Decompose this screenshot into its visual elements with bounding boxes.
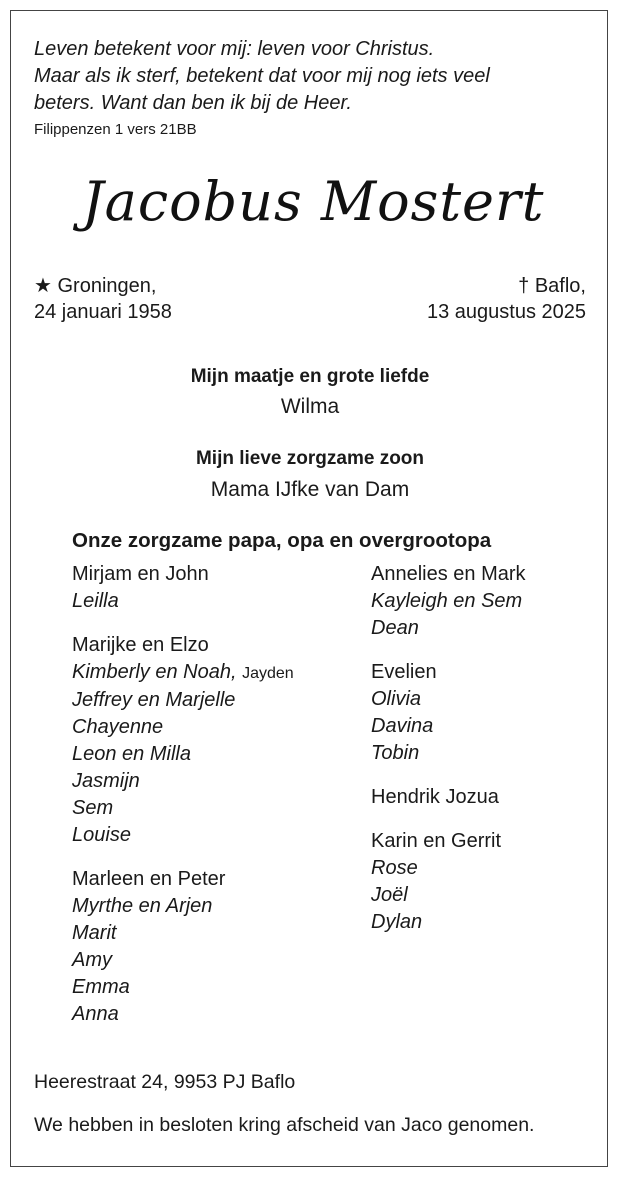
child: Joël bbox=[371, 884, 408, 906]
family-group bbox=[72, 632, 294, 849]
family-group bbox=[371, 784, 526, 811]
relation: Marijke en Elzo bbox=[72, 634, 209, 656]
family-heading: Onze zorgzame papa, opa en overgrootopa bbox=[72, 529, 492, 552]
family-group bbox=[371, 659, 526, 767]
child: Leilla bbox=[72, 590, 119, 612]
child: Emma bbox=[72, 976, 130, 998]
child: Dylan bbox=[371, 911, 423, 933]
child: Jasmijn bbox=[72, 770, 140, 792]
bible-quote bbox=[34, 36, 490, 117]
death-info bbox=[427, 273, 586, 325]
family-group bbox=[371, 828, 526, 936]
bible-reference: Filippenzen 1 vers 21BB bbox=[34, 121, 197, 138]
child: Leon en Milla bbox=[72, 743, 191, 765]
family-left-column bbox=[72, 561, 294, 1045]
son-heading: Mijn lieve zorgzame zoon bbox=[195, 448, 425, 469]
family-right-column bbox=[371, 561, 526, 953]
child: Tobin bbox=[371, 742, 420, 764]
family-group bbox=[371, 561, 526, 642]
partner-name: Wilma bbox=[280, 395, 340, 418]
relation: Annelies en Mark bbox=[371, 563, 526, 585]
birth-date: 24 januari 1958 bbox=[34, 301, 172, 323]
death-date: 13 augustus 2025 bbox=[426, 301, 586, 323]
quote-line: Leven betekent voor mij: leven voor Christus. bbox=[34, 38, 435, 60]
birth-star-icon: ★ bbox=[34, 275, 52, 297]
child: Olivia bbox=[371, 688, 422, 710]
relation: Evelien bbox=[371, 661, 437, 683]
closing-note: We hebben in besloten kring afscheid van Jaco genomen. bbox=[34, 1114, 535, 1136]
death-place: Baflo, bbox=[534, 275, 586, 297]
deceased-name: Jacobus Mostert bbox=[82, 170, 545, 233]
birth-place: Groningen, bbox=[57, 275, 157, 297]
relation: Marleen en Peter bbox=[72, 868, 226, 890]
son-name: Mama IJfke van Dam bbox=[210, 478, 410, 501]
child: Myrthe en Arjen bbox=[72, 895, 213, 917]
child: Anna bbox=[72, 1003, 119, 1025]
child: Kimberly en Noah, Jayden bbox=[72, 661, 294, 683]
address: Heerestraat 24, 9953 PJ Baflo bbox=[34, 1071, 296, 1093]
child: Kayleigh en Sem bbox=[371, 590, 523, 612]
death-cross-icon: † bbox=[518, 275, 530, 297]
child: Marit bbox=[72, 922, 117, 944]
relation: Mirjam en John bbox=[72, 563, 209, 585]
quote-line: Maar als ik sterf, betekent dat voor mij nog iets veel bbox=[34, 65, 490, 87]
family-group bbox=[72, 866, 294, 1028]
child: Chayenne bbox=[72, 716, 164, 738]
partner-heading: Mijn maatje en grote liefde bbox=[190, 366, 430, 387]
child: Dean bbox=[371, 617, 419, 639]
quote-line: beters. Want dan ben ik bij de Heer. bbox=[34, 92, 352, 114]
child: Sem bbox=[72, 797, 114, 819]
child: Amy bbox=[72, 949, 112, 971]
family-group bbox=[72, 561, 294, 615]
child: Jeffrey en Marjelle bbox=[72, 689, 236, 711]
child: Rose bbox=[371, 857, 418, 879]
relation: Karin en Gerrit bbox=[371, 830, 502, 852]
child: Davina bbox=[371, 715, 434, 737]
great-grandchild: Jayden bbox=[242, 665, 294, 682]
birth-info bbox=[34, 273, 172, 325]
child: Louise bbox=[72, 824, 131, 846]
relation: Hendrik Jozua bbox=[371, 786, 499, 808]
